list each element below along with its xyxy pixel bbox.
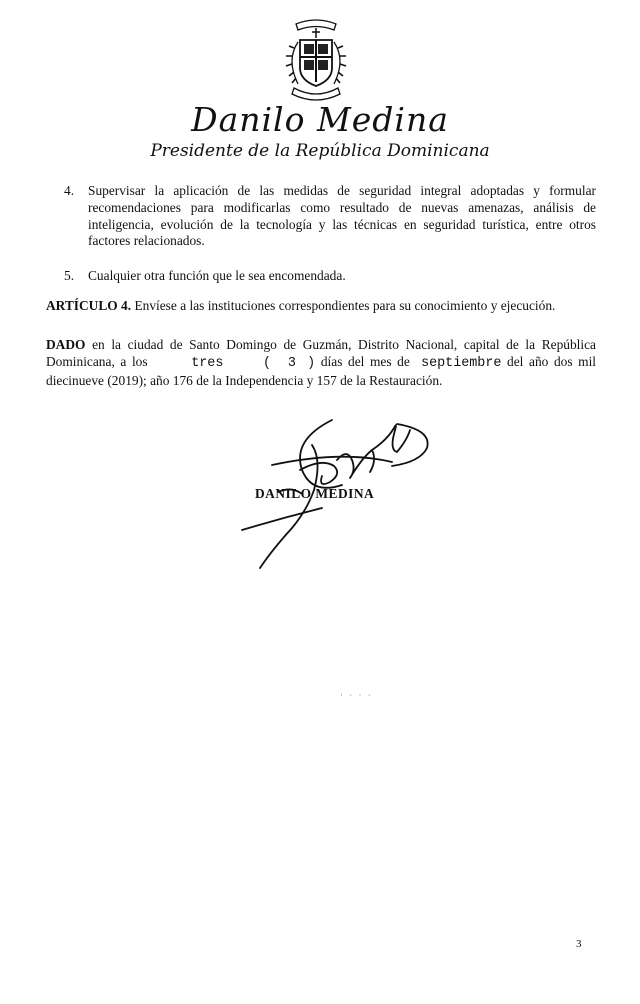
letterhead-title: Presidente de la República Dominicana [150,141,490,161]
page-number: 3 [576,938,582,950]
dado-paragraph [46,337,596,389]
paren-close: ) [307,355,316,371]
paren-open: ( [263,355,272,371]
article-label: ARTÍCULO 4. [46,298,132,313]
article-paragraph [46,298,596,315]
item-number: 5. [64,268,75,283]
coat-of-arms-icon [268,14,364,106]
dado-text-2: días del mes de [320,353,410,369]
article-text: Envíese a las instituciones correspondientes para su conocimiento y ejecución. [134,298,556,313]
dado-text-3: del año dos mil diecinueve (2019); año 176 de la Independencia y 157 de la Restauración. [46,353,597,388]
dado-label: DADO [46,337,86,352]
item-text: Cualquier otra función que le sea encomendada. [88,268,346,283]
day-word: tres [191,355,224,371]
signer-name: DANILO MEDINA [255,486,375,501]
day-number: 3 [287,355,296,371]
item-number: 4. [64,183,75,198]
list-item [64,183,596,250]
item-text: Supervisar la aplicación de las medidas de seguridad integral adoptadas y formular recomendaciones para modificarlas como resultado de nuevas amenazas, análisis de inteligencia, evolución de la tecnología y las técnicas en seguridad turística, entre otros factores relacionados. [88,183,596,249]
list-item [64,268,596,285]
month-word: septiembre [421,355,502,371]
letterhead-name: Danilo Medina [191,100,449,139]
dado-text-1: en la ciudad de Santo Domingo de Guzmán, Distrito Nacional, capital de la República Dominicana, a los [46,337,596,369]
scan-dots: · · · · [340,690,373,700]
